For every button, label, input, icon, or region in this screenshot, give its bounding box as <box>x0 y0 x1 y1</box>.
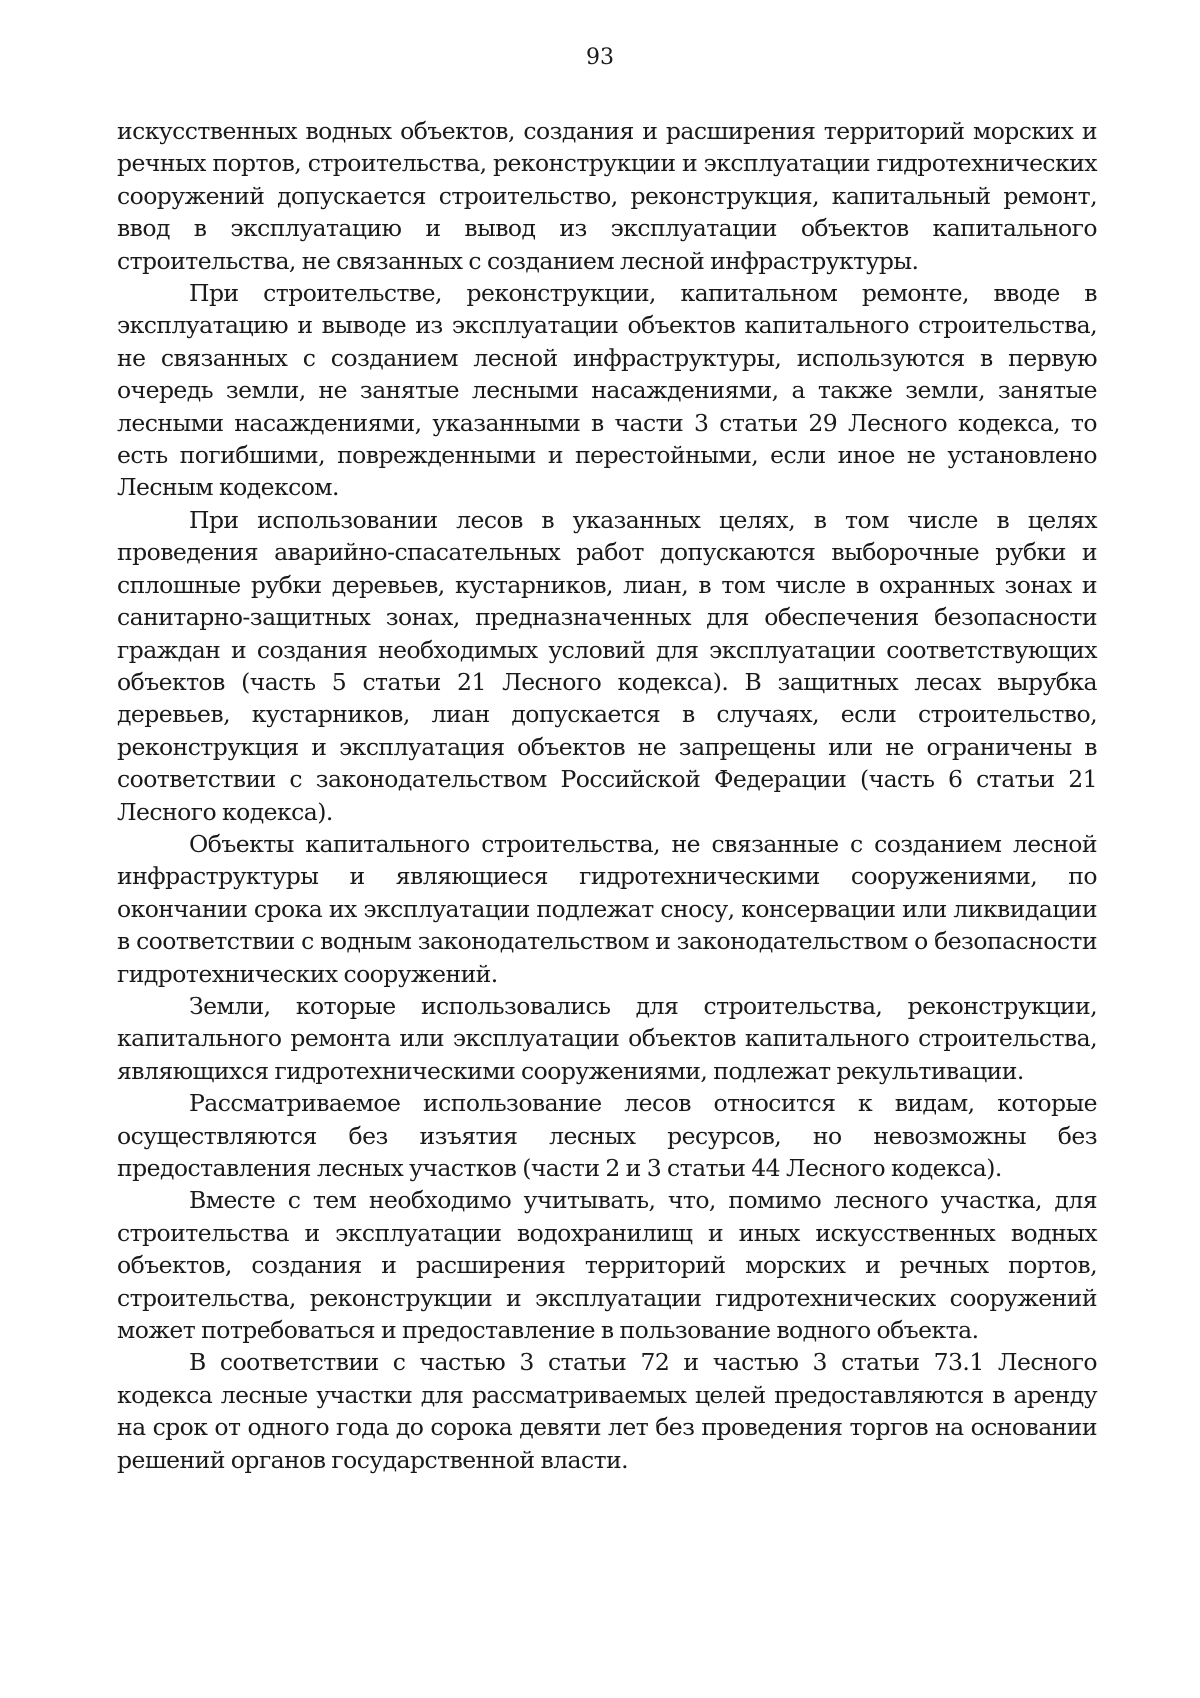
paragraph: В соответствии с частью 3 статьи 72 и частью 3 статьи 73.1 Лесного кодекса лесные участки для рассматриваемых целей предоставляются в аренду на срок от одного года до сорока девяти лет без проведения торгов на основании решений органов государственной власти. <box>117 1348 1097 1474</box>
paragraph-continuation: искусственных водных объектов, создания и расширения территорий морских и речных портов, строительства, реконструкции и эксплуатации гидротехнических сооружений допускается строительство, реконструкция, капитальный ремонт, ввод в эксплуатацию и вывод из эксплуатации объектов капитального строительства, не связанных с созданием лесной инфраструктуры. <box>117 117 1097 275</box>
paragraph: Объекты капитального строительства, не связанные с созданием лесной инфраструктуры и являющиеся гидротехническими сооружениями, по окончании срока их эксплуатации подлежат сносу, консервации или ликвидации в соответствии с водным законодательством и законодательством о безопасности гидротехнических сооружений. <box>117 829 1097 988</box>
document-body <box>117 115 1097 1476</box>
page-number: 93 <box>586 45 614 70</box>
paragraph: При строительстве, реконструкции, капитальном ремонте, вводе в эксплуатацию и выводе из эксплуатации объектов капитального строительства, не связанных с созданием лесной инфраструктуры, используются в первую очередь земли, не занятые лесными насаждениями, а также земли, занятые лесными насаждениями, указанными в части 3 статьи 29 Лесного кодекса, то есть погибшими, поврежденными и перестойными, если иное не установлено Лесным кодексом. <box>117 279 1097 502</box>
paragraph: При использовании лесов в указанных целях, в том числе в целях проведения аварийно-спасательных работ допускаются выборочные рубки и сплошные рубки деревьев, кустарников, лиан, в том числе в охранных зонах и санитарно-защитных зонах, предназначенных для обеспечения безопасности граждан и создания необходимых условий для эксплуатации соответствующих объектов (часть 5 статьи 21 Лесного кодекса). В защитных лесах вырубка деревьев, кустарников, лиан допускается в случаях, если строительство, реконструкция и эксплуатация объектов не запрещены или не ограничены в соответствии с законодательством Российской Федерации (часть 6 статьи 21 Лесного кодекса). <box>117 505 1097 826</box>
paragraph: Земли, которые использовались для строительства, реконструкции, капитального ремонта или эксплуатации объектов капитального строительства, являющихся гидротехническими сооружениями, подлежат рекультивации. <box>117 991 1097 1085</box>
paragraph: Рассматриваемое использование лесов относится к видам, которые осуществляются без изъятия лесных ресурсов, но невозможны без предоставления лесных участков (части 2 и 3 статьи 44 Лесного кодекса). <box>117 1089 1097 1182</box>
paragraph: Вместе с тем необходимо учитывать, что, помимо лесного участка, для строительства и эксплуатации водохранилищ и иных искусственных водных объектов, создания и расширения территорий морских и речных портов, строительства, реконструкции и эксплуатации гидротехнических сооружений может потребоваться и предоставление в пользование водного объекта. <box>117 1186 1097 1345</box>
